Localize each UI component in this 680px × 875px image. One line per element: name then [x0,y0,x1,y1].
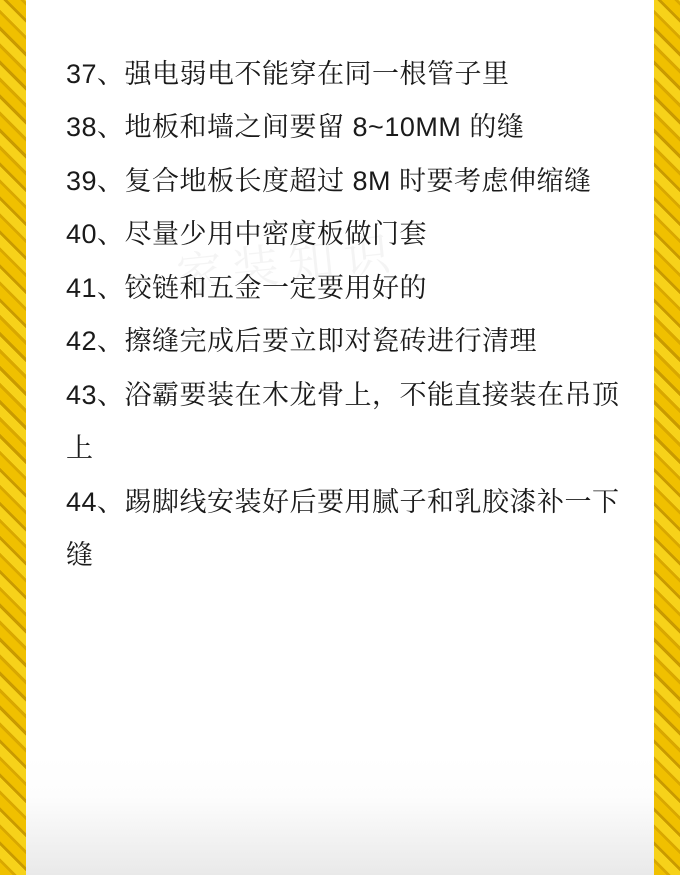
list-item: 40、尽量少用中密度板做门套 [66,219,428,250]
page-bottom-fade [26,755,654,875]
tips-list [66,48,640,583]
list-item: 42、擦缝完成后要立即对瓷砖进行清理 [66,326,538,357]
list-item: 44、踢脚线安装好后要用腻子和乳胶漆补一下缝 [66,486,620,571]
left-hazard-stripe-border [0,0,26,875]
list-item: 37、强电弱电不能穿在同一根管子里 [66,59,510,89]
list-item: 39、复合地板长度超过 8M 时要考虑伸缩缝 [66,165,592,196]
list-item: 38、地板和墙之间要留 8~10MM 的缝 [66,112,525,143]
list-item: 43、浴霸要装在木龙骨上，不能直接装在吊顶上 [66,379,620,464]
right-hazard-stripe-border [654,0,680,875]
document-content [26,0,654,875]
list-item: 41、铰链和五金一定要用好的 [66,272,428,303]
